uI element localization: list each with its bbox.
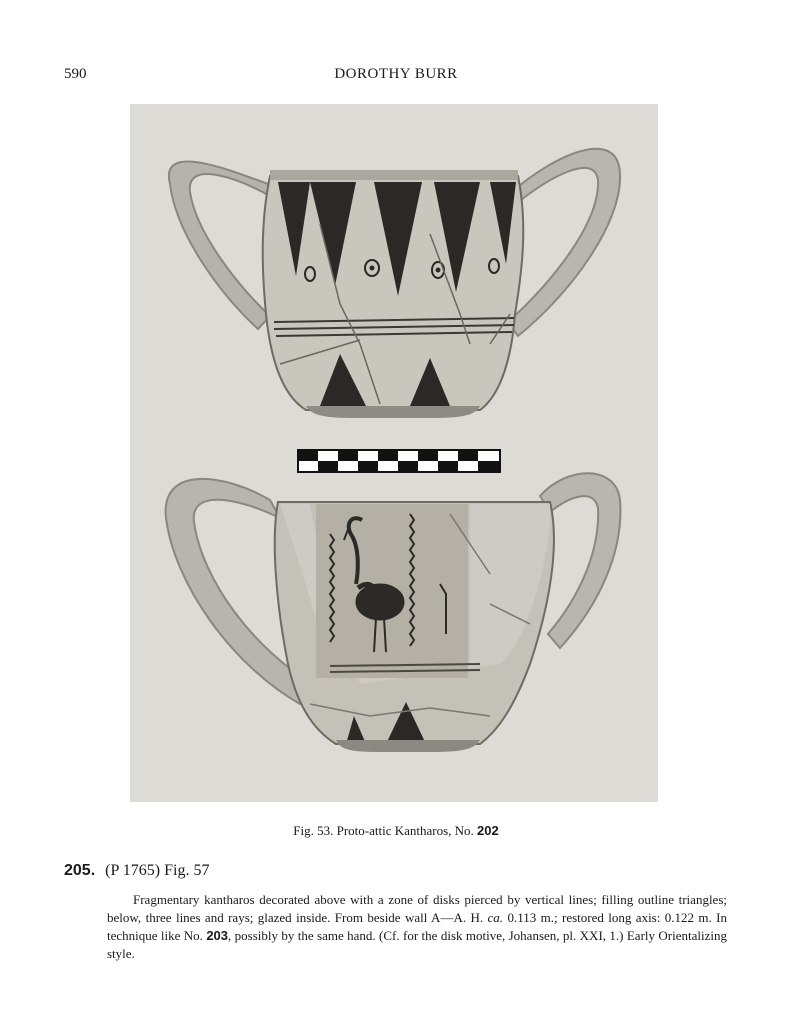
scale-bar: [298, 450, 500, 472]
upper-left-handle: [169, 162, 270, 329]
catalogue-entry-heading: [64, 862, 209, 880]
entry-reference: (P 1765) Fig. 57: [105, 862, 210, 879]
upper-right-handle: [508, 149, 620, 336]
running-head-author: DOROTHY BURR: [334, 66, 458, 82]
catalogue-entry-description: [107, 891, 727, 963]
caption-number: 202: [477, 823, 499, 838]
description-part-1: Fragmentary kantharos decorated above with a zone of disks pierced by vertical lines; filling outline triangles; below, three lines and rays; glazed inside. From beside wall A—A. H.: [107, 892, 727, 925]
lower-kantharos: [166, 473, 621, 752]
caption-text: Fig. 53. Proto-attic Kantharos, No.: [293, 823, 478, 838]
description-ca: ca.: [487, 910, 504, 925]
entry-number: 205.: [64, 862, 96, 879]
figure-plate: [130, 104, 658, 802]
description-part-2: 0.113 m.; restored long axis: 0.122 m. In technique like No.: [107, 910, 728, 943]
figure-caption: [0, 823, 792, 839]
description-ref-number: 203: [206, 928, 229, 943]
kantharos-photograph: [130, 104, 658, 802]
upper-kantharos: [169, 149, 620, 418]
page-number: 590: [64, 66, 87, 82]
description-part-3: , possibly by the same hand. (Cf. for the disk motive, Johansen, pl. XXI, 1.) Early Orientalizing style.: [107, 928, 727, 961]
